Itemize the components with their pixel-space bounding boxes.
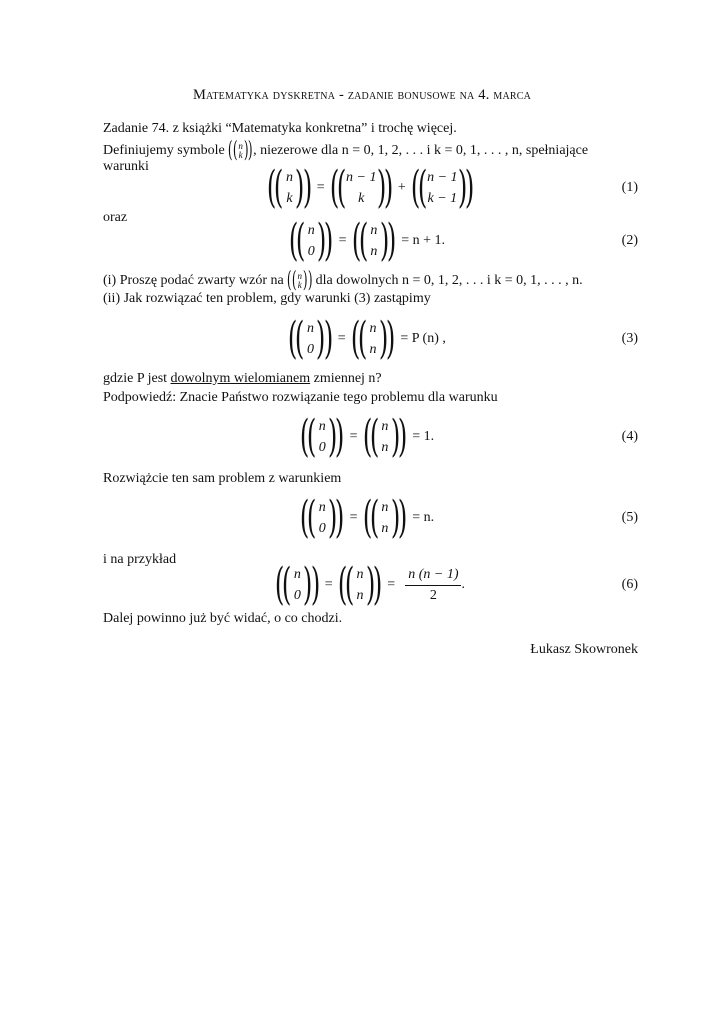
inline-symbol: ( ( n k ) ) xyxy=(228,138,254,163)
underlined-term: dowolnym wielomianem xyxy=(170,371,311,386)
text-oraz: oraz xyxy=(103,210,128,225)
equation-number: (5) xyxy=(621,510,638,525)
equation-number: (1) xyxy=(621,180,638,195)
fraction: $\frac{n (n - 1)}{2}$ xyxy=(405,566,461,605)
equation-number: (4) xyxy=(621,429,638,444)
intro-line-2-end: , niezerowe dla n = 0, 1, 2, . . . i k = 0, 1, . . . , n, spełniające xyxy=(253,143,589,159)
question-1: (i) Proszę podać zwarty wzór na ( ( n k ) ) dla dowolnych n = 0, 1, 2, . . . i k = 0, 1, . . . , n. xyxy=(103,268,583,293)
signature: Łukasz Skowronek xyxy=(530,642,638,657)
question-2: (ii) Jak rozwiązać ten problem, gdy warunki (3) zastąpimy xyxy=(103,291,431,306)
equation-3: ( ( n 0 ) ) = ( ( n n ) ) = P (n) , (3) xyxy=(287,313,638,364)
hint-line: Podpowiedź: Znacie Państwo rozwiązanie tego problemu dla warunku xyxy=(103,390,498,405)
example-line: i na przykład xyxy=(103,552,177,567)
intro-line-2-start: Definiujemy symbole xyxy=(103,143,225,159)
equation-2: ( ( n 0 ) ) = ( ( n n ) ) = n + 1. (2) xyxy=(288,215,638,266)
equation-number: (3) xyxy=(621,331,638,346)
page-title: Matematyka dyskretna - zadanie bonusowe na 4. marca xyxy=(192,87,532,103)
intro-line-1: Zadanie 74. z książki “Matematyka konkretna” i trochę więcej. xyxy=(103,121,457,136)
equation-number: (6) xyxy=(621,577,638,592)
equation-4: ( ( n 0 ) ) = ( ( n n ) ) = 1. (4) xyxy=(299,411,638,462)
equation-5: ( ( n 0 ) ) = ( ( n n ) ) = n. (5) xyxy=(299,492,638,543)
gdzie-line: gdzie P jest dowolnym wielomianem zmiennej n? xyxy=(103,371,382,386)
intro-line-3: warunki xyxy=(103,159,149,174)
inline-symbol: ( ( n k ) ) xyxy=(287,268,313,293)
solve-line: Rozwiążcie ten sam problem z warunkiem xyxy=(103,471,342,486)
closing-line: Dalej powinno już być widać, o co chodzi. xyxy=(103,611,343,626)
equation-number: (2) xyxy=(621,233,638,248)
equation-1: ( ( n k ) ) = ( ( n − 1 k ) ) + ( ( n − 1 k − 1 ) ) (1) xyxy=(266,162,638,213)
equation-6: ( ( n 0 ) ) = ( ( n n ) ) = $\frac{n (n - 1)}{2}$ . (6) xyxy=(274,559,638,610)
